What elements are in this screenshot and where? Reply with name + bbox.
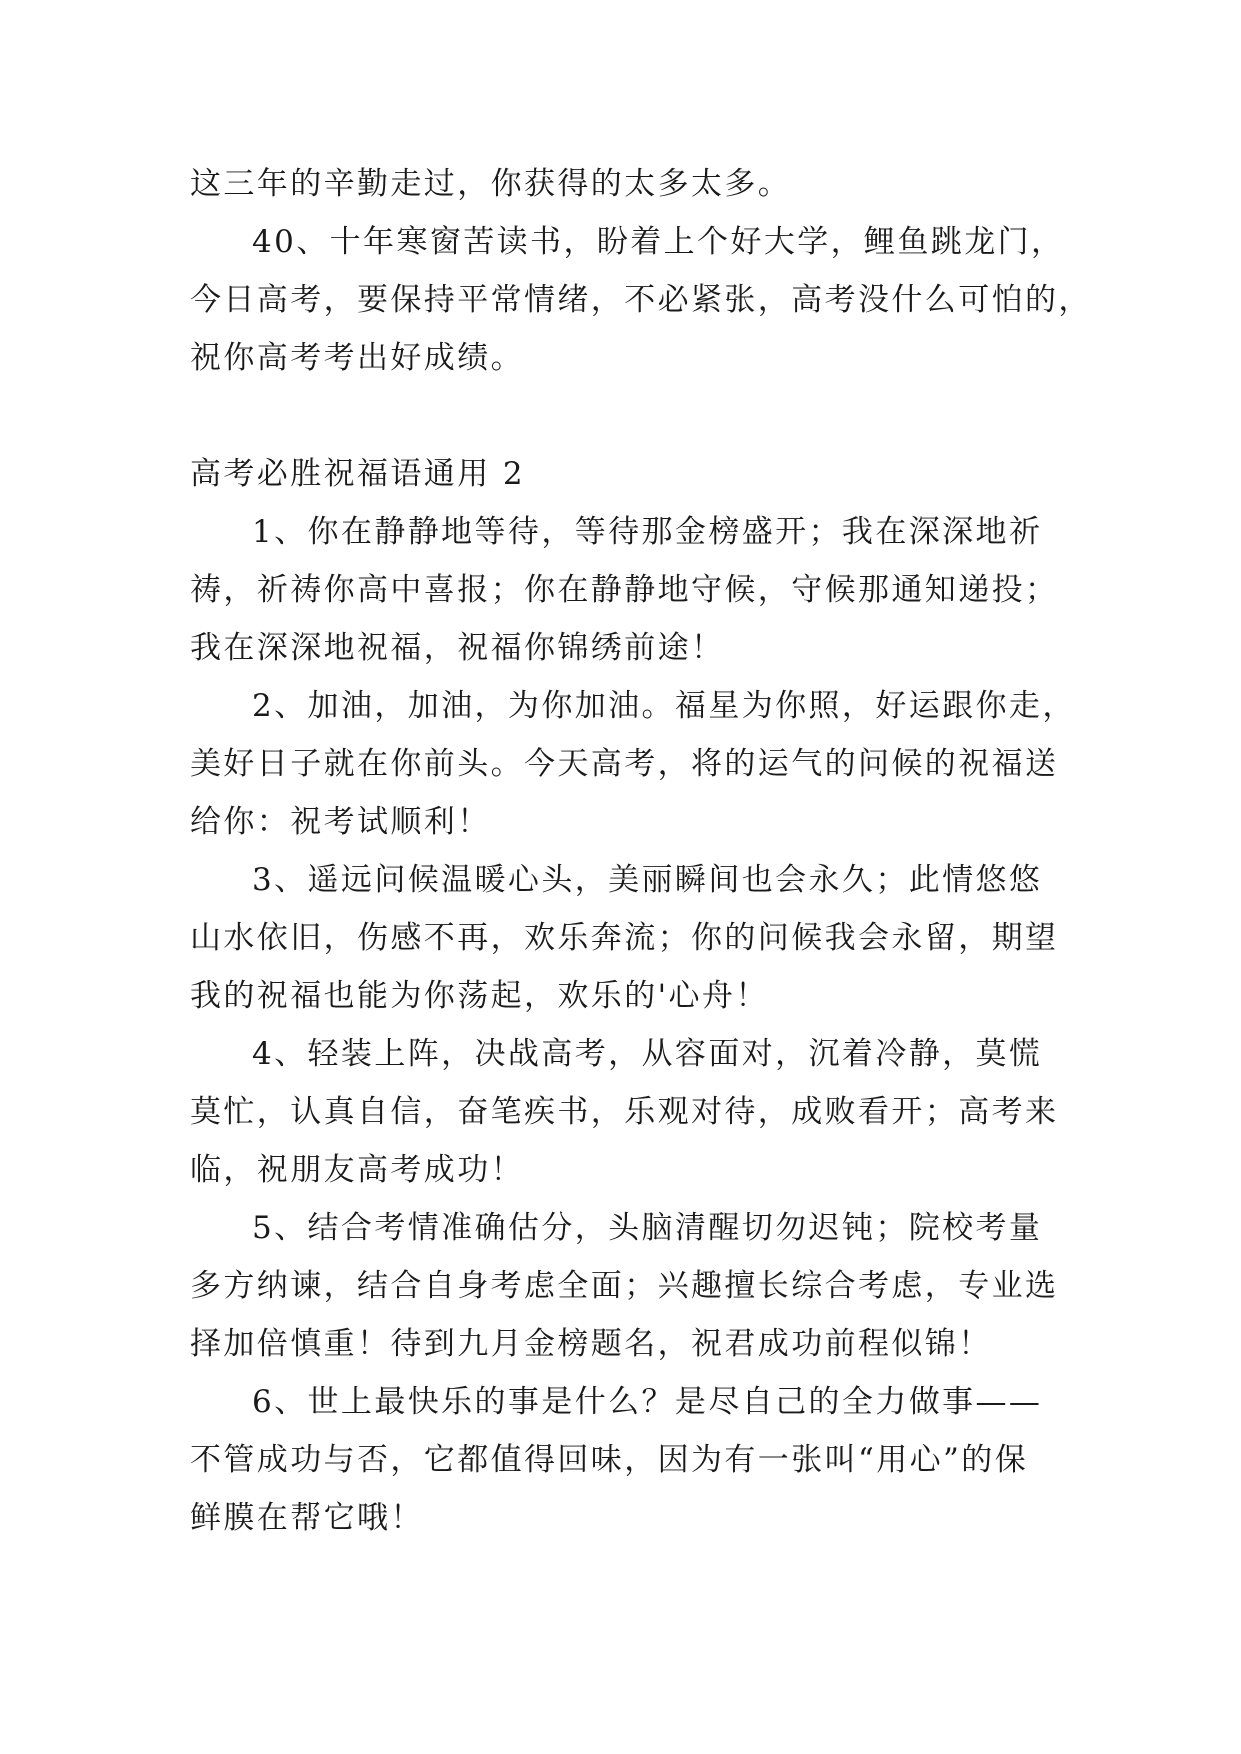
text-line: 2、加油，加油，为你加油。福星为你照，好运跟你走， (252, 688, 1076, 724)
text-line: 给你：祝考试顺利！ (190, 804, 491, 840)
paragraph-item-3 (190, 851, 1059, 1025)
text-line: 我在深深地祝福，祝福你锦绣前途！ (190, 630, 725, 666)
text-line: 美好日子就在你前头。今天高考，将的运气的问候的祝福送 (190, 746, 1059, 782)
text-line: 莫忙，认真自信，奋笔疾书，乐观对待，成败看开；高考来 (190, 1094, 1059, 1130)
text-line: 这三年的辛勤走过，你获得的太多太多。 (190, 166, 792, 202)
section-title: 高考必胜祝福语通用 2 (190, 456, 525, 492)
text-line: 临，祝朋友高考成功！ (190, 1152, 524, 1188)
text-line: 1、你在静静地等待，等待那金榜盛开；我在深深地祈 (252, 514, 1043, 550)
text-line: 6、世上最快乐的事是什么？是尽自己的全力做事—— (252, 1384, 1043, 1420)
paragraph-item-2 (190, 677, 1076, 851)
paragraph-item-4 (190, 1025, 1059, 1199)
document-body (190, 155, 1092, 1547)
text-line: 5、结合考情准确估分，头脑清醒切勿迟钝；院校考量 (252, 1210, 1043, 1246)
text-line: 多方纳谏，结合自身考虑全面；兴趣擅长综合考虑，专业选 (190, 1268, 1059, 1304)
text-line: 择加倍慎重！待到九月金榜题名，祝君成功前程似锦！ (190, 1326, 992, 1362)
text-line: 今日高考，要保持平常情绪，不必紧张，高考没什么可怕的， (190, 282, 1092, 318)
text-line: 鲜膜在帮它哦！ (190, 1500, 424, 1536)
paragraph-item-5 (190, 1199, 1059, 1373)
paragraph-spacer (190, 387, 1056, 445)
paragraph-item-1 (190, 503, 1059, 677)
text-line: 祷，祈祷你高中喜报；你在静静地守候，守候那通知递投； (190, 572, 1059, 608)
text-line: 山水依旧，伤感不再，欢乐奔流；你的问候我会永留，期望 (190, 920, 1059, 956)
text-line: 40、十年寒窗苦读书，盼着上个好大学，鲤鱼跳龙门， (252, 224, 1065, 260)
paragraph-item-40 (190, 213, 1092, 387)
text-line: 不管成功与否，它都值得回味，因为有一张叫“用心”的保 (190, 1442, 1029, 1478)
paragraph-item-6 (190, 1373, 1056, 1547)
text-line: 我的祝福也能为你荡起，欢乐的'心舟！ (190, 978, 769, 1014)
text-line: 4、轻装上阵，决战高考，从容面对，沉着冷静，莫慌 (252, 1036, 1043, 1072)
text-line: 祝你高考考出好成绩。 (190, 340, 524, 376)
text-line: 3、遥远问候温暖心头，美丽瞬间也会永久；此情悠悠 (252, 862, 1043, 898)
